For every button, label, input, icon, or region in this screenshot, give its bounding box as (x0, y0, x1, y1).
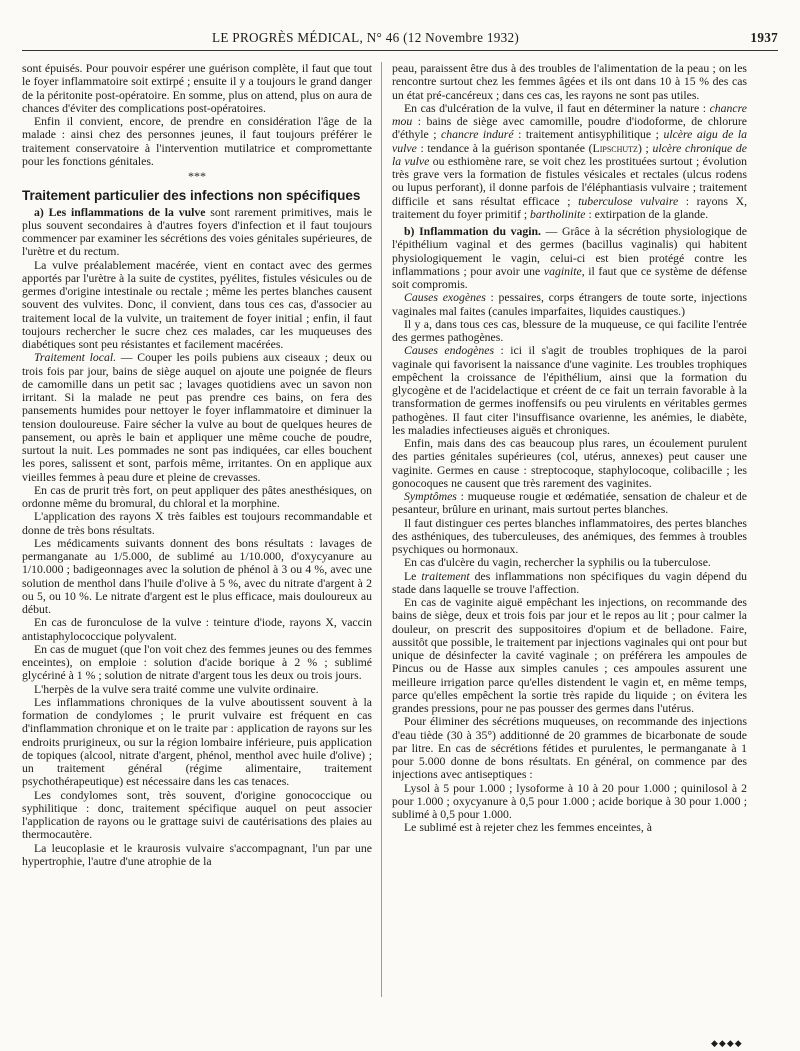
paragraph: En cas d'ulcère du vagin, rechercher la syphilis ou la tuberculose. (404, 556, 711, 570)
paragraph: Causes exogènes : pessaires, corps étrangers de toute sorte, injections vaginales mal faites (canules imparfaites, liquides caustiques.) (392, 291, 747, 318)
running-header (22, 30, 778, 48)
paragraph: Pour éliminer des sécrétions muqueuses, on recommande des injections d'eau tiède (30 à 35°) additionné de 20 grammes de bicarbonate de soude par litre. En cas de sécrétions fétides et purulentes, le permanganate à 1 pour 5.000 donne de bons résultats. En général, on commence par des injections avec antiseptiques : (392, 715, 747, 782)
paragraph: Causes endogènes : ici il s'agit de troubles trophiques de la paroi vaginale qui favorisent la naissance d'une vaginite. Les troubles trophiques empêchent la croissance de l'épithélium, ainsi que la formation du glycogène et de l'acidelactique et créent de ce fait un terrain favorable à la transformation de germes inoffensifs ou peu virulents en véritables germes pathogènes. Il faut citer l'insuffisance ovarienne, les anémies, le diabète, les maladies infectieuses aiguës et chroniques. (392, 344, 747, 437)
paragraph: a) Les inflammations de la vulve sont rarement primitives, mais le plus souvent secondaires à d'autres foyers d'infection et il faut toujours commencer par examiner les sécrétions des voies génitales supérieures, de l'urètre et du rectum. (22, 205, 372, 259)
paragraph: sont épuisés. Pour pouvoir espérer une guérison complète, il faut que tout le foyer inflammatoire soit extirpé ; ensuite il y a toujours le grand danger de la péritonite post-opératoire. En somme, plus on attend, plus on aura de chances d'éviter des complications post-opératoires. (22, 62, 372, 115)
column-divider (381, 62, 382, 997)
left-column (22, 62, 372, 868)
continuation-mark: ◆◆◆◆ (711, 1038, 743, 1048)
paragraph: Enfin il convient, encore, de prendre en considération l'âge de la malade : ainsi chez des personnes jeunes, il faut toujours préférer le traitement conservatoire à l'intervention mutilatrice et compromettante pour les fonctions génitales. (22, 115, 372, 168)
right-column (392, 62, 747, 835)
section-title: Traitement particulier des infections non spécifiques (22, 188, 361, 204)
paragraph: Lysol à 5 pour 1.000 ; lysoforme à 10 à 20 pour 1.000 ; quinilosol à 2 pour 1.000 ; oxycyanure à 0,5 pour 1.000 ; acide borique à 30 pour 1.000 ; sublimé à 0,5 pour 1.000. (392, 781, 747, 821)
paragraph: En cas de furonculose de la vulve : teinture d'iode, rayons X, vaccin antistaphylococcique polyvalent. (22, 616, 372, 643)
paragraph: Les condylomes sont, très souvent, d'origine gonococcique ou syphilitique : donc, traitement spécifique auquel on peut associer l'application de rayons ou le grattage suivi de cautérisations des plaies au thermocautère. (22, 788, 372, 842)
paragraph: L'application des rayons X très faibles est toujours recommandable et donne de très bons résultats. (22, 510, 372, 537)
paragraph: En cas de vaginite aiguë empêchant les injections, on recommande des bains de siège, deux et trois fois par jour et le repos au lit ; pour calmer la douleur, on prescrit des suppositoires d'opium et de belladone. Faire, aussitôt que possible, le traitement par injections vaginales qui ont pour but unique de désinfecter la cavité vaginale ; on préférera les ampoules de Pincus ou de Hasse aux simples canules ; ces ampoules assurent une meilleure irrigation parce qu'elles distendent le vagin et, en même temps, parce qu'elles empêchent la sortie très rapide du liquide ; on évitera les grandes pressions, pour ne pas pousser des germes dans l'utérus. (392, 596, 747, 715)
paragraph: Il faut distinguer ces pertes blanches inflammatoires, des pertes blanches des asthéniques, des tuberculeuses, des anémiques, des femmes à troubles psychiques ou hormonaux. (392, 516, 747, 556)
subheading: b) Inflammation du vagin. (404, 225, 541, 238)
paragraph: En cas de muguet (que l'on voit chez des femmes jeunes ou des femmes enceintes), on emploie : solution d'acide borique à 2 % ; sublimé glycériné à 1 % ; solution de nitrate d'argent tous les deux ou trois jours. (22, 642, 372, 683)
subheading: Traitement local. (34, 351, 117, 365)
paragraph: Les médicaments suivants donnent des bons résultats : lavages de permanganate au 1/5.000, de sublimé au 1/10.000, d'oxycyanure au 1/10.000 ; badigeonnages avec la solution de phénol à 3 ou 4 %, avec une solution de menthol dans l'huile d'olive à 5 %, avec du nitrate d'argent à 2 ou 5, ou 10 %. Le nitrate d'argent est le plus efficace, mais douloureux au début. (22, 536, 372, 616)
paragraph: En cas d'ulcération de la vulve, il faut en déterminer la nature : chancre mou : bains de siège avec camomille, poudre d'iodoforme, de chlorure d'éthyle ; chancre induré : traitement antisyphilitique ; ulcère aigu de la vulve : tendance à la guérison spontanée (Lipschutz) ; ulcère chronique de la vulve ou esthiomène rare, se voit chez les prostituées surtout ; évolution très grave vers la formation de fistules vésicales et rectales (ulcus rodens ou lupus perforant), il donne parfois de l'éléphantiasis vulvaire ; traitement difficile et sans résultat efficace ; tuberculose vulvaire : rayons X, traitement du foyer primitif ; bartholinite : extirpation de la glande. (392, 101, 748, 221)
paragraph: L'herpès de la vulve sera traité comme une vulvite ordinaire. (34, 682, 319, 696)
paragraph: Le traitement des inflammations non spécifiques du vagin dépend du stade dans laquelle se trouve l'affection. (392, 569, 747, 596)
paragraph: b) Inflammation du vagin. — Grâce à la sécrétion physiologique de l'épithélium vaginal et des germes (bacillus vaginalis) qui habitent physiologiquement le vagin, celui-ci est bien protégé contre les inflammations ; pour avoir une vaginite, il faut que ce système de défense soit compromis. (392, 225, 747, 291)
section-stars: *** (188, 169, 206, 183)
paragraph: peau, paraissent être dus à des troubles de l'alimentation de la peau ; on les rencontre surtout chez les femmes âgées et ils ont dans 10 à 15 % des cas un état pré-cancéreux ; dans ces cas, les rayons ne sont pas utiles. (392, 62, 747, 102)
subheading: a) Les inflammations de la vulve (34, 205, 206, 219)
paragraph: La vulve préalablement macérée, vient en contact avec des germes apportés par l'urètre à la suite de cystites, pyélites, fistules vésicules ou de germes d'origine intestinale ou rectale ; même les pertes blanches causent souvent des vulvites. Donc, il convient, dans tous ces cas, d'associer au traitement local de la vulvite, un traitement de foyer initial ; enfin, il faut toujours rechercher le sucre chez ces malades, car les muqueuses des diabétiques sont peu résistantes et facilement macérées. (22, 258, 372, 351)
paragraph: Symptômes : muqueuse rougie et œdématiée, sensation de chaleur et de pesanteur, brûlure en urinant, mais surtout pertes blanches. (392, 490, 747, 517)
page-number: 1937 (750, 30, 778, 45)
paragraph: Il y a, dans tous ces cas, blessure de la muqueuse, ce qui facilite l'entrée des germes pathogènes. (392, 317, 747, 344)
paragraph: Les inflammations chroniques de la vulve aboutissent souvent à la formation de condylomes ; le prurit vulvaire est fréquent en cas d'inflammation chronique et on le traite par : application de rayons sur les endroits prurigineux, ou sur la région lombaire inférieure, puis application de topiques (alcool, nitrate d'argent, phénol, menthol avec huile d'olive) ; un traitement général (régime alimentaire, traitement psychothérapeutique) est nécessaire dans les cas tenaces. (22, 695, 372, 789)
paragraph: La leucoplasie et le kraurosis vulvaire s'accompagnant, l'un par une hypertrophie, l'autre d'une atrophie de la (22, 841, 372, 868)
paragraph: Enfin, mais dans des cas beaucoup plus rares, un écoulement purulent des parties génitales supérieures (col, utérus, annexes) peut causer une vaginite. Germes en cause : streptocoque, staphylocoque, colibacille ; les gonocoques ne causent que très rarement des vaginites. (392, 437, 747, 490)
journal-title: LE PROGRÈS MÉDICAL, N° 46 (12 Novembre 1932) (212, 30, 520, 45)
paragraph: En cas de prurit très fort, on peut appliquer des pâtes anesthésiques, on ordonne même du bromural, du chloral et la morphine. (22, 483, 372, 510)
paragraph: Traitement local. — Couper les poils pubiens aux ciseaux ; deux ou trois fois par jour, bains de siège auquel on ajoute une poignée de fleurs de camomille dans un petit sac ; lavages quotidiens avec un savon non irritant. Si la malade ne peut pas prendre ces bains, on fera des pansements humides pour nettoyer le foyer inflammatoire et diminuer la tension douloureuse. Faire sécher la vulve au bout de quelques heures de pansement, ou après le bain et appliquer une même couche de poudre, surtout la nuit. Les pommades ne sont pas indiquées, car elles bouchent les pores, salissent et sont, parfois même, irritantes. On en applique aux vieilles femmes à peau dure et pleine de crevasses. (22, 351, 372, 484)
paragraph: Le sublimé est à rejeter chez les femmes enceintes, à (404, 821, 652, 835)
header-rule (22, 50, 778, 51)
